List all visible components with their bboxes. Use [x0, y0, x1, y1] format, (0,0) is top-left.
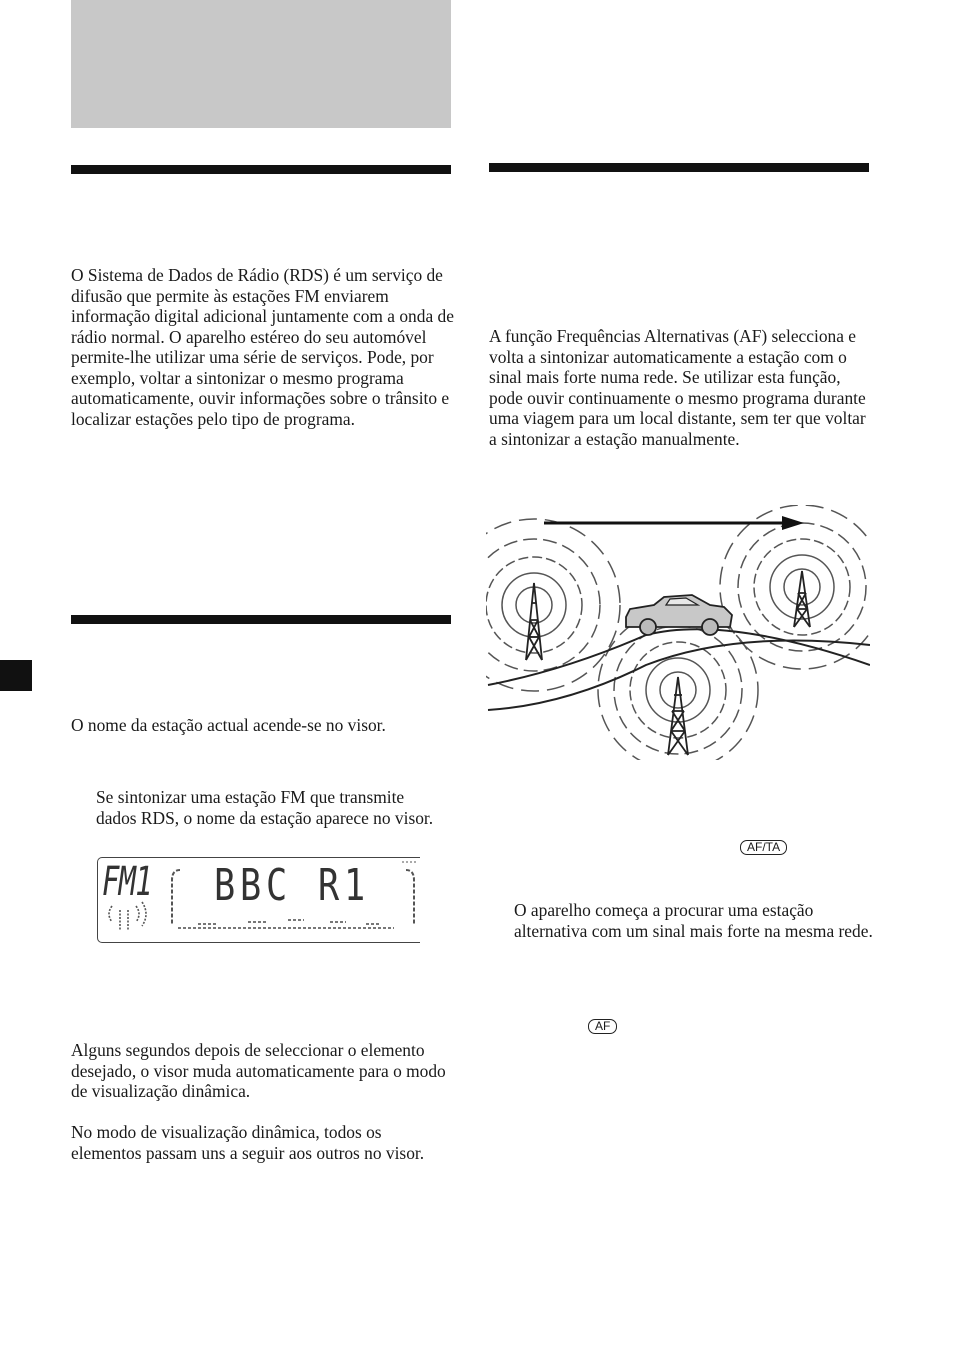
station-name-paragraph: O nome da estação actual acende-se no visor.: [71, 715, 386, 735]
af-intro-paragraph: A função Frequências Alternativas (AF) selecciona e volta a sintonizar automaticamente a estação com o sinal mais forte numa rede. Se utilizar esta função, pode ouvir continuamente o mesmo programa durante uma viagem para um local distante, sem ter que voltar a sintonizar a estação manualmente.: [489, 326, 866, 449]
page-side-tab: [0, 660, 32, 691]
header-gray-box: [71, 0, 451, 128]
lcd-display: [97, 857, 420, 943]
af-button[interactable]: AF: [588, 1019, 617, 1034]
section-rule-station-name: [71, 615, 451, 624]
search-paragraph: O aparelho começa a procurar uma estação alternativa com um sinal mais forte na mesma rede.: [514, 900, 873, 941]
af-ta-button[interactable]: AF/TA: [740, 840, 787, 855]
section-rule-af: [489, 163, 869, 172]
note-paragraph: Se sintonizar uma estação FM que transmite dados RDS, o nome da estação aparece no visor.: [96, 787, 434, 828]
af-illustration: [486, 505, 870, 760]
section-rule-rds: [71, 165, 451, 174]
display-band-label: FM1: [102, 859, 152, 905]
dynamic-mode-paragraph-1: Alguns segundos depois de seleccionar o elemento desejado, o visor muda automaticamente para o modo de visualização dinâmica.: [71, 1040, 446, 1101]
dynamic-mode-paragraph-2: No modo de visualização dinâmica, todos os elementos passam uns a seguir aos outros no visor.: [71, 1122, 425, 1163]
rds-intro-paragraph: O Sistema de Dados de Rádio (RDS) é um serviço de difusão que permite às estações FM enviarem informação digital adicional juntamente com a onda de rádio normal. O aparelho estéreo do seu automóvel permite-lhe utilizar uma série de serviços. Pode, por exemplo, voltar a sintonizar o mesmo programa automaticamente, ouvir informações sobre o trânsito e localizar estações pelo tipo de programa.: [71, 265, 454, 429]
display-station-label: BBC R1: [214, 860, 370, 911]
